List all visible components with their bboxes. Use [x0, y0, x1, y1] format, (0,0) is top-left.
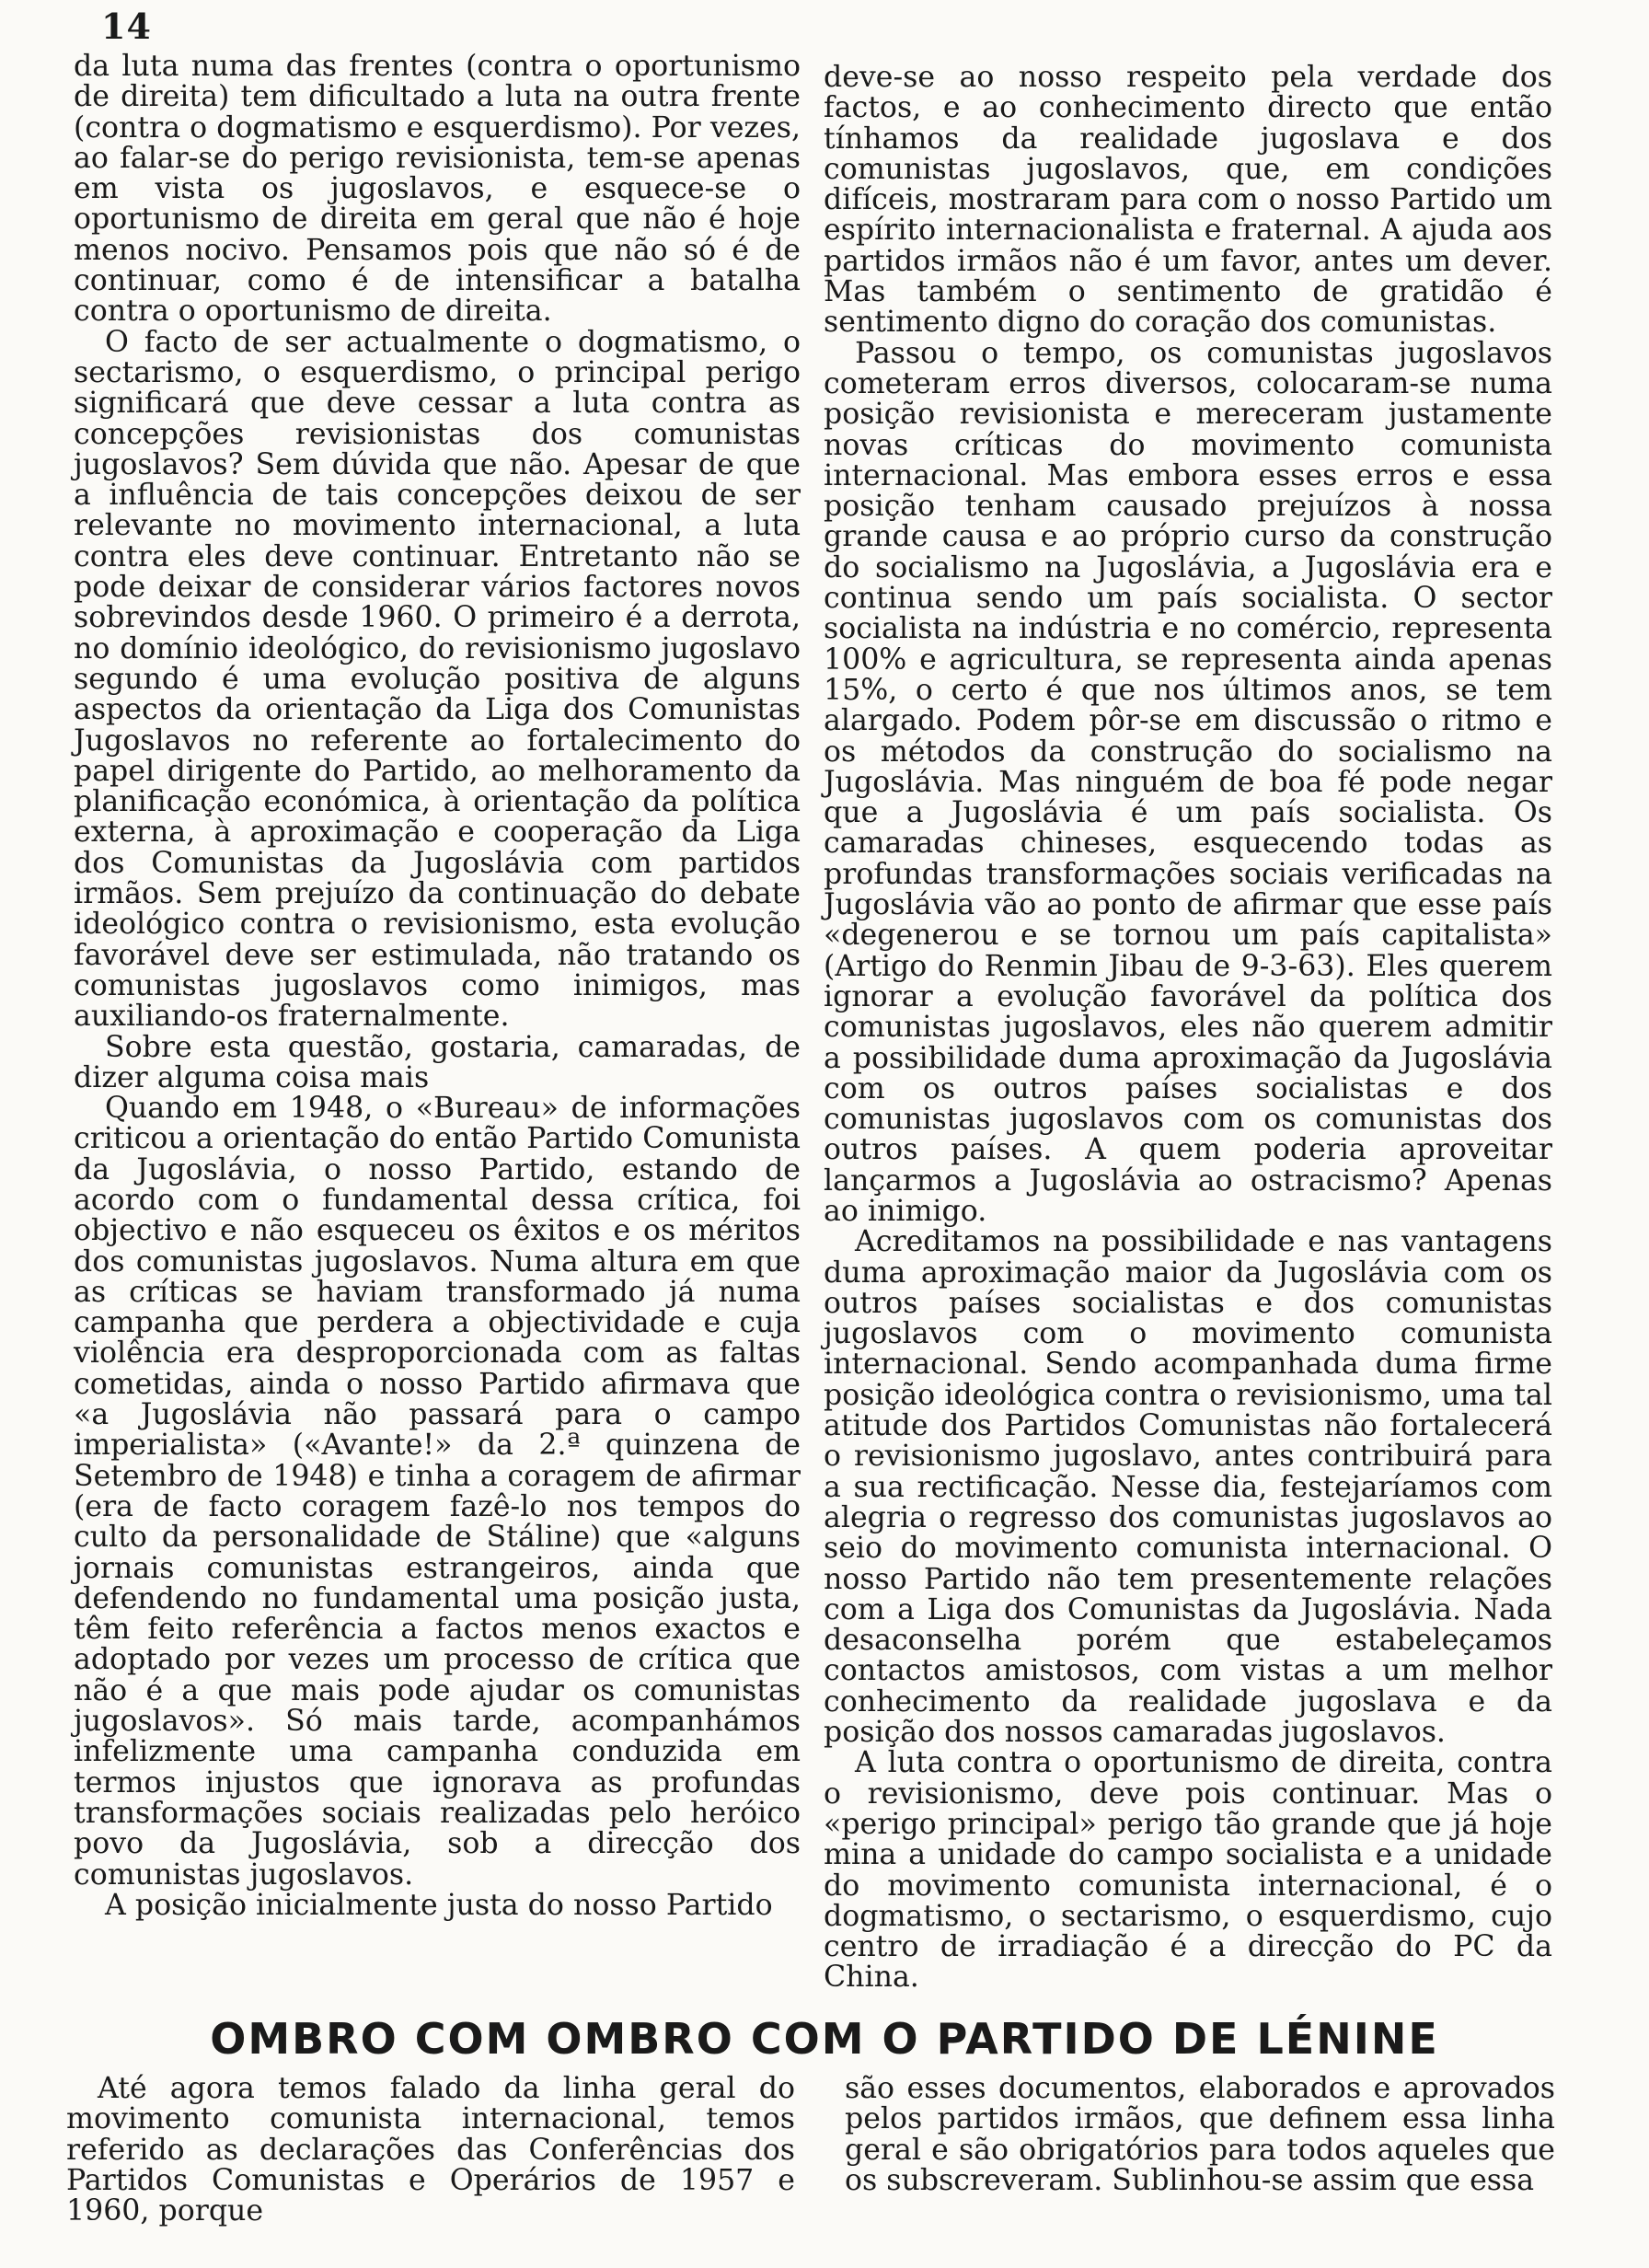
paragraph: Sobre esta questão, gostaria, camaradas, de dizer alguma coisa mais: [74, 1030, 801, 1094]
paragraph: O facto de ser actualmente o dogmatismo, o sectarismo, o esquerdismo, o principal perigo significará que deve cessar a luta contra as concepções revisionistas dos comunistas jugoslavos? Sem dúvida que não. Apesar de que a influência de tais concepções deixou de ser relevante no movimento internacional, a luta contra eles deve continuar. Entretanto não se pode deixar de considerar vários factores novos sobrevindos desde 1960. O primeiro é a derrota, no domínio ideológico, do revisionismo jugoslavo segundo é uma evolução positiva de alguns aspectos da orientação da Liga dos Comunistas Jugoslavos no referente ao fortalecimento do papel dirigente do Partido, ao melhoramento da planificação económica, à orientação da política externa, à aproximação e cooperação da Liga dos Comunistas da Jugoslávia com partidos irmãos. Sem prejuízo da continuação do debate ideológico contra o revisionismo, esta evolução favorável deve ser estimulada, não tratando os comunistas jugoslavos como inimigos, mas auxiliando-os fraternalmente.: [74, 325, 801, 1034]
left-column-top: [74, 52, 801, 1921]
paragraph: da luta numa das frentes (contra o oportunismo de direita) tem dificultado a luta na outra frente (contra o dogmatismo e esquerdismo). Por vezes, ao falar-se do perigo revisionista, tem-se apenas em vista os jugoslavos, e esquece-se o oportunismo de direita em geral que não é hoje menos nocivo. Pensamos pois que não só é de continuar, como é de intensificar a batalha contra o oportunismo de direita.: [74, 50, 801, 329]
left-column-bottom: [66, 2074, 795, 2227]
paragraph: Passou o tempo, os comunistas jugoslavos cometeram erros diversos, colocaram-se numa posição revisionista e mereceram justamente novas críticas do movimento comunista internacional. Mas embora esses erros e essa posição tenham causado prejuízos à nossa grande causa e ao próprio curso da construção do socialismo na Jugoslávia, a Jugoslávia era e continua sendo um país socialista. O sector socialista na indústria e no comércio, representa 100% e agricultura, se representa ainda apenas 15%, o certo é que nos últimos anos, se tem alargado. Podem pôr-se em discussão o ritmo e os métodos da construção do socialismo na Jugoslávia. Mas ninguém de boa fé pode negar que a Jugoslávia é um país socialista. Os camaradas chineses, esquecendo todas as profundas transformações sociais verificadas na Jugoslávia vão ao ponto de afirmar que esse país «degenerou e se tornou um país capitalista» (Artigo do Renmin Jibau de 9-3-63). Eles querem ignorar a evolução favorável da política dos comunistas jugoslavos, eles não querem admitir a possibilidade duma aproximação da Jugoslávia com os outros países socialistas e dos comunistas jugoslavos com os comunistas dos outros países. A quem poderia aproveitar lançarmos a Jugoslávia ao ostracismo? Apenas ao inimigo.: [824, 336, 1552, 1228]
paragraph: A posição inicialmente justa do nosso Partido: [105, 1888, 773, 1922]
page-number: 14: [101, 6, 152, 47]
right-column-bottom: [845, 2074, 1555, 2196]
paragraph: são esses documentos, elaborados e aprovados pelos partidos irmãos, que definem essa linha geral e são obrigatórios para todos aqueles que os subscreveram. Sublinhou-se assim que essa: [845, 2072, 1555, 2197]
paragraph: Acreditamos na possibilidade e nas vantagens duma aproximação maior da Jugoslávia com os outros países socialistas e dos comunistas jugoslavos com o movimento comunista internacional. Sendo acompanhada duma firme posição ideológica contra o revisionismo, uma tal atitude dos Partidos Comunistas não fortalecerá o revisionismo jugoslavo, antes contribuirá para a sua rectificação. Nesse dia, festejaríamos com alegria o regresso dos comunistas jugoslavos ao seio do movimento comunista internacional. O nosso Partido não tem presentemente relações com a Liga dos Comunistas da Jugoslávia. Nada desaconselha porém que estabeleçamos contactos amistosos, com vistas a um melhor conhecimento da realidade jugoslava e da posição dos nossos camaradas jugoslavos.: [824, 1225, 1552, 1750]
paragraph: Até agora temos falado da linha geral do movimento comunista internacional, temos referido as declarações das Conferências dos Partidos Comunistas e Operários de 1957 e 1960, porque: [66, 2072, 795, 2228]
paragraph: deve-se ao nosso respeito pela verdade dos factos, e ao conhecimento directo que então tínhamos da realidade jugoslava e dos comunistas jugoslavos, que, em condições difíceis, mostraram para com o nosso Partido um espírito internacionalista e fraternal. A ajuda aos partidos irmãos não é um favor, antes um dever. Mas também o sentimento de gratidão é sentimento digno do coração dos comunistas.: [824, 61, 1552, 340]
paragraph: Quando em 1948, o «Bureau» de informações criticou a orientação do então Partido Comunista da Jugoslávia, o nosso Partido, estando de acordo com o fundamental dessa crítica, foi objectivo e não esqueceu os êxitos e os méritos dos comunistas jugoslavos. Numa altura em que as críticas se haviam transformado já numa campanha que perdera a objectividade e cuja violência era desproporcionada com as faltas cometidas, ainda o nosso Partido afirmava que «a Jugoslávia não passará para o campo imperialista» («Avante!» da 2.ª quinzena de Setembro de 1948) e tinha a coragem de afirmar (era de facto coragem fazê-lo nos tempos do culto da personalidade de Stáline) que «alguns jornais comunistas estrangeiros, ainda que defendendo no fundamental uma posição justa, têm feito referência a factos menos exactos e adoptado por vezes um processo de crítica que não é a que mais pode ajudar os comunistas jugoslavos». Só mais tarde, acompanhámos infelizmente uma campanha conduzida em termos injustos que ignorava as profundas transformações sociais realizadas pelo heróico povo da Jugoslávia, sob a direcção dos comunistas jugoslavos.: [74, 1092, 801, 1892]
section-heading: OMBRO COM OMBRO COM O PARTIDO DE LÉNINE: [210, 2014, 1439, 2064]
right-column-top: [824, 63, 1552, 1994]
paragraph: A luta contra o oportunismo de direita, contra o revisionismo, deve pois continuar. Mas o «perigo principal» perigo tão grande que já hoje mina a unidade do campo socialista e a unidade do movimento comunista internacional, é o dogmatismo, o sectarismo, o esquerdismo, cujo centro de irradiação é a direcção do PC da China.: [824, 1746, 1552, 1995]
